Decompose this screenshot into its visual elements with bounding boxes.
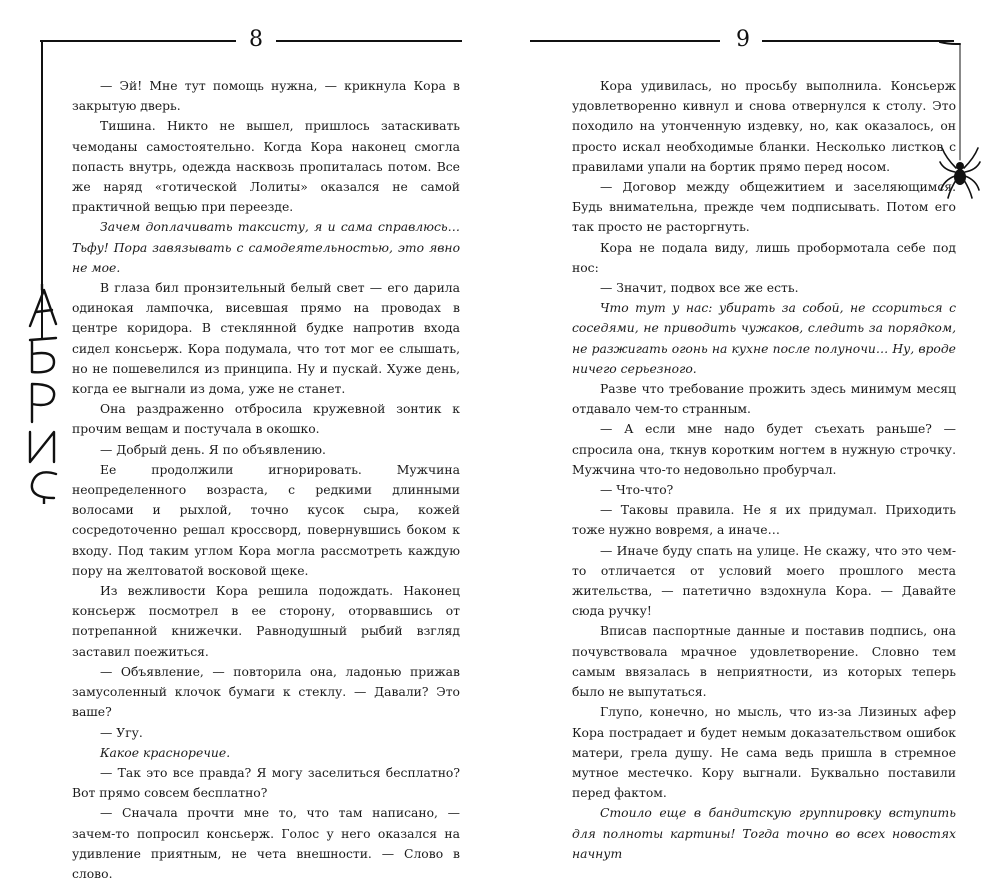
- paragraph-italic: Какое красноречие.: [100, 745, 231, 760]
- paragraph: — Что-что?: [600, 483, 674, 498]
- paragraph-italic: Зачем доплачивать таксисту, я и сама справлюсь… Тьфу! Пора завязывать с самодеятельностью, это явно не мое.: [72, 220, 460, 275]
- paragraph: — Значит, подвох все же есть.: [600, 281, 799, 296]
- header-rule: [530, 40, 720, 42]
- header-rule: [40, 40, 236, 42]
- paragraph: — Объявление, — повторила она, ладонью прижав замусоленный клочок бумаги к стеклу. — Давали? Это ваше?: [72, 664, 460, 720]
- monogram-logo: [14, 284, 70, 504]
- page-number-left: 8: [249, 27, 264, 52]
- left-page-text: [72, 76, 460, 884]
- paragraph: Вписав паспортные данные и поставив подпись, она почувствовала мрачное удовлетворение. Словно тем самым ввязалась в неприятности, из которых теперь было не выпутаться.: [572, 624, 956, 700]
- paragraph: — Эй! Мне тут помощь нужна, — крикнула Кора в закрытую дверь.: [72, 79, 460, 114]
- paragraph: — А если мне надо будет съехать раньше? — спросила она, ткнув коротким ногтем в нужную строчку. Мужчина что-то недовольно пробурчал.: [572, 422, 956, 477]
- paragraph: — Добрый день. Я по объявлению.: [100, 442, 326, 457]
- right-page: [500, 0, 1000, 861]
- left-page: [0, 0, 500, 881]
- paragraph: Глупо, конечно, но мысль, что из-за Лизиных афер Кора пострадает и будет немым доказательством ошибок матери, грела душу. Не сама ведь пришла в стремное мутное местечко. Кору выгнали. Буквально поставили перед фактом.: [572, 705, 956, 801]
- paragraph: Тишина. Никто не вышел, пришлось затаскивать чемоданы самостоятельно. Когда Кора наконец смогла попасть внутрь, одежда насквозь пропиталась потом. Все же наряд «готической Лолиты» оказался не самой практичной вещью при переезде.: [72, 119, 460, 215]
- page-number-right: 9: [736, 27, 751, 52]
- paragraph: — Договор между общежитием и заселяющимся. Будь внимательна, прежде чем подписывать. Потом его так просто не расторгнуть.: [572, 180, 956, 235]
- paragraph: — Иначе буду спать на улице. Не скажу, что это чем-то отличается от условий моего прошлого места жительства, — патетично вздохнула Кора. — Давайте сюда ручку!: [572, 543, 956, 619]
- right-page-text: [572, 76, 956, 864]
- paragraph: — Сначала прочти мне то, что там написано, — зачем-то попросил консьерж. Голос у него оказался на удивление приятным, не чета внешности. — Слово в слово.: [72, 806, 460, 881]
- paragraph: В глаза бил пронзительный белый свет — его дарила одинокая лампочка, висевшая прямо на проводах в центре коридора. В стеклянной будке напротив входа сидел консьерж. Кора подумала, что тот мог ее слышать, но не пошевелился из принципа. Ну и пускай. Хуже день, когда ее выгнали из дома, уже не станет.: [72, 281, 460, 397]
- paragraph: — Таковы правила. Не я их придумал. Приходить тоже нужно вовремя, а иначе…: [572, 503, 956, 538]
- paragraph-italic: Что тут у нас: убирать за собой, не ссориться с соседями, не приводить чужаков, следить за порядком, не разжигать огонь на кухне после полуночи… Ну, вроде ничего серьезного.: [572, 301, 956, 376]
- paragraph: Кора удивилась, но просьбу выполнила. Консьерж удовлетворенно кивнул и снова отвернулся к столу. Это походило на утонченную издевку, но, как оказалось, он просто искал необходимые бланки. Несколько листков с правилами упали на бортик прямо перед носом.: [572, 79, 956, 174]
- paragraph: Ее продолжили игнорировать. Мужчина неопределенного возраста, с редкими длинными волосами и рыхлой, точно кусок сыра, кожей сосредоточенно решал кроссворд, повернувшись боком к входу. Под таким углом Кора могла рассмотреть каждую пору на желтоватой восковой щеке.: [72, 462, 460, 578]
- header-rule: [762, 40, 954, 42]
- paragraph: — Угу.: [100, 725, 143, 740]
- paragraph: Кора не подала виду, лишь пробормотала себе под нос:: [572, 240, 956, 275]
- paragraph: Разве что требование прожить здесь минимум месяц отдавало чем-то странным.: [572, 382, 956, 417]
- paragraph: Из вежливости Кора решила подождать. Наконец консьерж посмотрел в ее сторону, оторвавшись от потрепанной книжечки. Равнодушный рыбий взгляд заставил поежиться.: [72, 584, 460, 659]
- paragraph: Она раздраженно отбросила кружевной зонтик к прочим вещам и постучала в окошко.: [72, 402, 460, 437]
- header-rule: [276, 40, 462, 42]
- paragraph: — Так это все правда? Я могу заселиться бесплатно? Вот прямо совсем бесплатно?: [72, 765, 460, 801]
- paragraph-italic: Стоило еще в бандитскую группировку вступить для полноты картины! Тогда точно во всех новостях начнут: [572, 806, 956, 861]
